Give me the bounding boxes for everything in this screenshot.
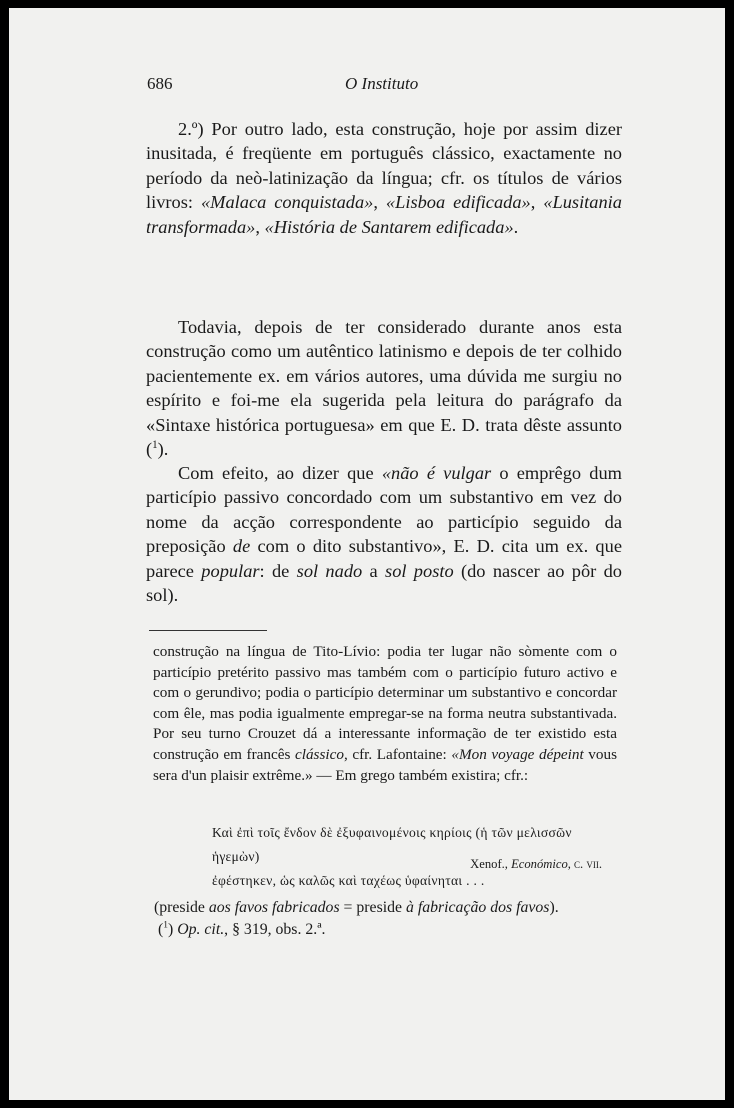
paragraph-1: 2.º) Por outro lado, esta construção, hoje por assim dizer inusitada, é freqüente em português clássico, exactamente no período da neò-latinização da língua; cfr. os títulos de vários livros: «Malaca conquistada», «Lisboa edificada», «Lusitania transformada», «História de Santarem edificada».: [146, 119, 622, 237]
footnote-divider: [149, 630, 267, 631]
footnote-block: [154, 897, 624, 941]
paragraph-2: Todavia, depois de ter considerado durante anos esta construção como um autêntico latinismo e depois de ter colhido pacientemente ex. em vários autores, uma dúvida me surgiu no espírito e foi-me ela sugerida pela leitura do parágrafo da «Sintaxe histórica portuguesa» em que E. D. trata dêste assunto ($^1$).: [146, 317, 622, 460]
book-page: [9, 8, 725, 1100]
footnote-ref: 1: [152, 438, 158, 451]
footnote-continuation: construção na língua de Tito-Lívio: podia ter lugar não sòmente com o particípio pretérito passivo mas também com o particípio futuro activo e com o gerundivo; podia o particípio determinar um substantivo e concordar com êle, mas podia igualmente empregar-se na forma neutra substantivada. Por seu turno Crouzet dá a interessante informação de ter existido esta construção em francês clássico, cfr. Lafontaine: «Mon voyage dépeint vous sera d'un plaisir extrême.» — Em grego também existira; cfr.:: [153, 643, 617, 784]
running-title: O Instituto: [345, 74, 419, 93]
running-header: [147, 74, 603, 96]
greek-line: Καὶ ἐπὶ τοῖς ἔνδον δὲ ἐξυφαινομένοις κηρίοις (ἡ τῶν μελισσῶν ἡγεμὼν): [212, 825, 572, 864]
translation-note: (preside aos favos fabricados = preside à fabricação dos favos).: [154, 899, 559, 916]
citation: Xenof., Económico, c. vii.: [470, 857, 602, 871]
footnote-1: ($^1$) Op. cit., § 319, obs. 2.ª.: [158, 920, 326, 938]
paragraph-3: Com efeito, ao dizer que «não é vulgar o emprêgo dum particípio passivo concordado com um substantivo em vez do nome da acção correspondente ao particípio seguido da preposição de com o dito substantivo», E. D. cita um ex. que parece popular: de sol nado a sol posto (do nascer ao pôr do sol).: [146, 463, 623, 606]
book-title: «Lusitania transformada»: [146, 192, 622, 237]
book-title: «Lisboa edificada»: [385, 192, 531, 213]
greek-line: ἐφέστηκεν, ὡς καλῶς καὶ ταχέως ὑφαίνηται . . .: [212, 873, 485, 888]
page-number: 686: [147, 74, 173, 93]
book-title: «Malaca conquistada»: [200, 192, 374, 213]
book-title: «História de Santarem edificada»: [264, 216, 514, 237]
